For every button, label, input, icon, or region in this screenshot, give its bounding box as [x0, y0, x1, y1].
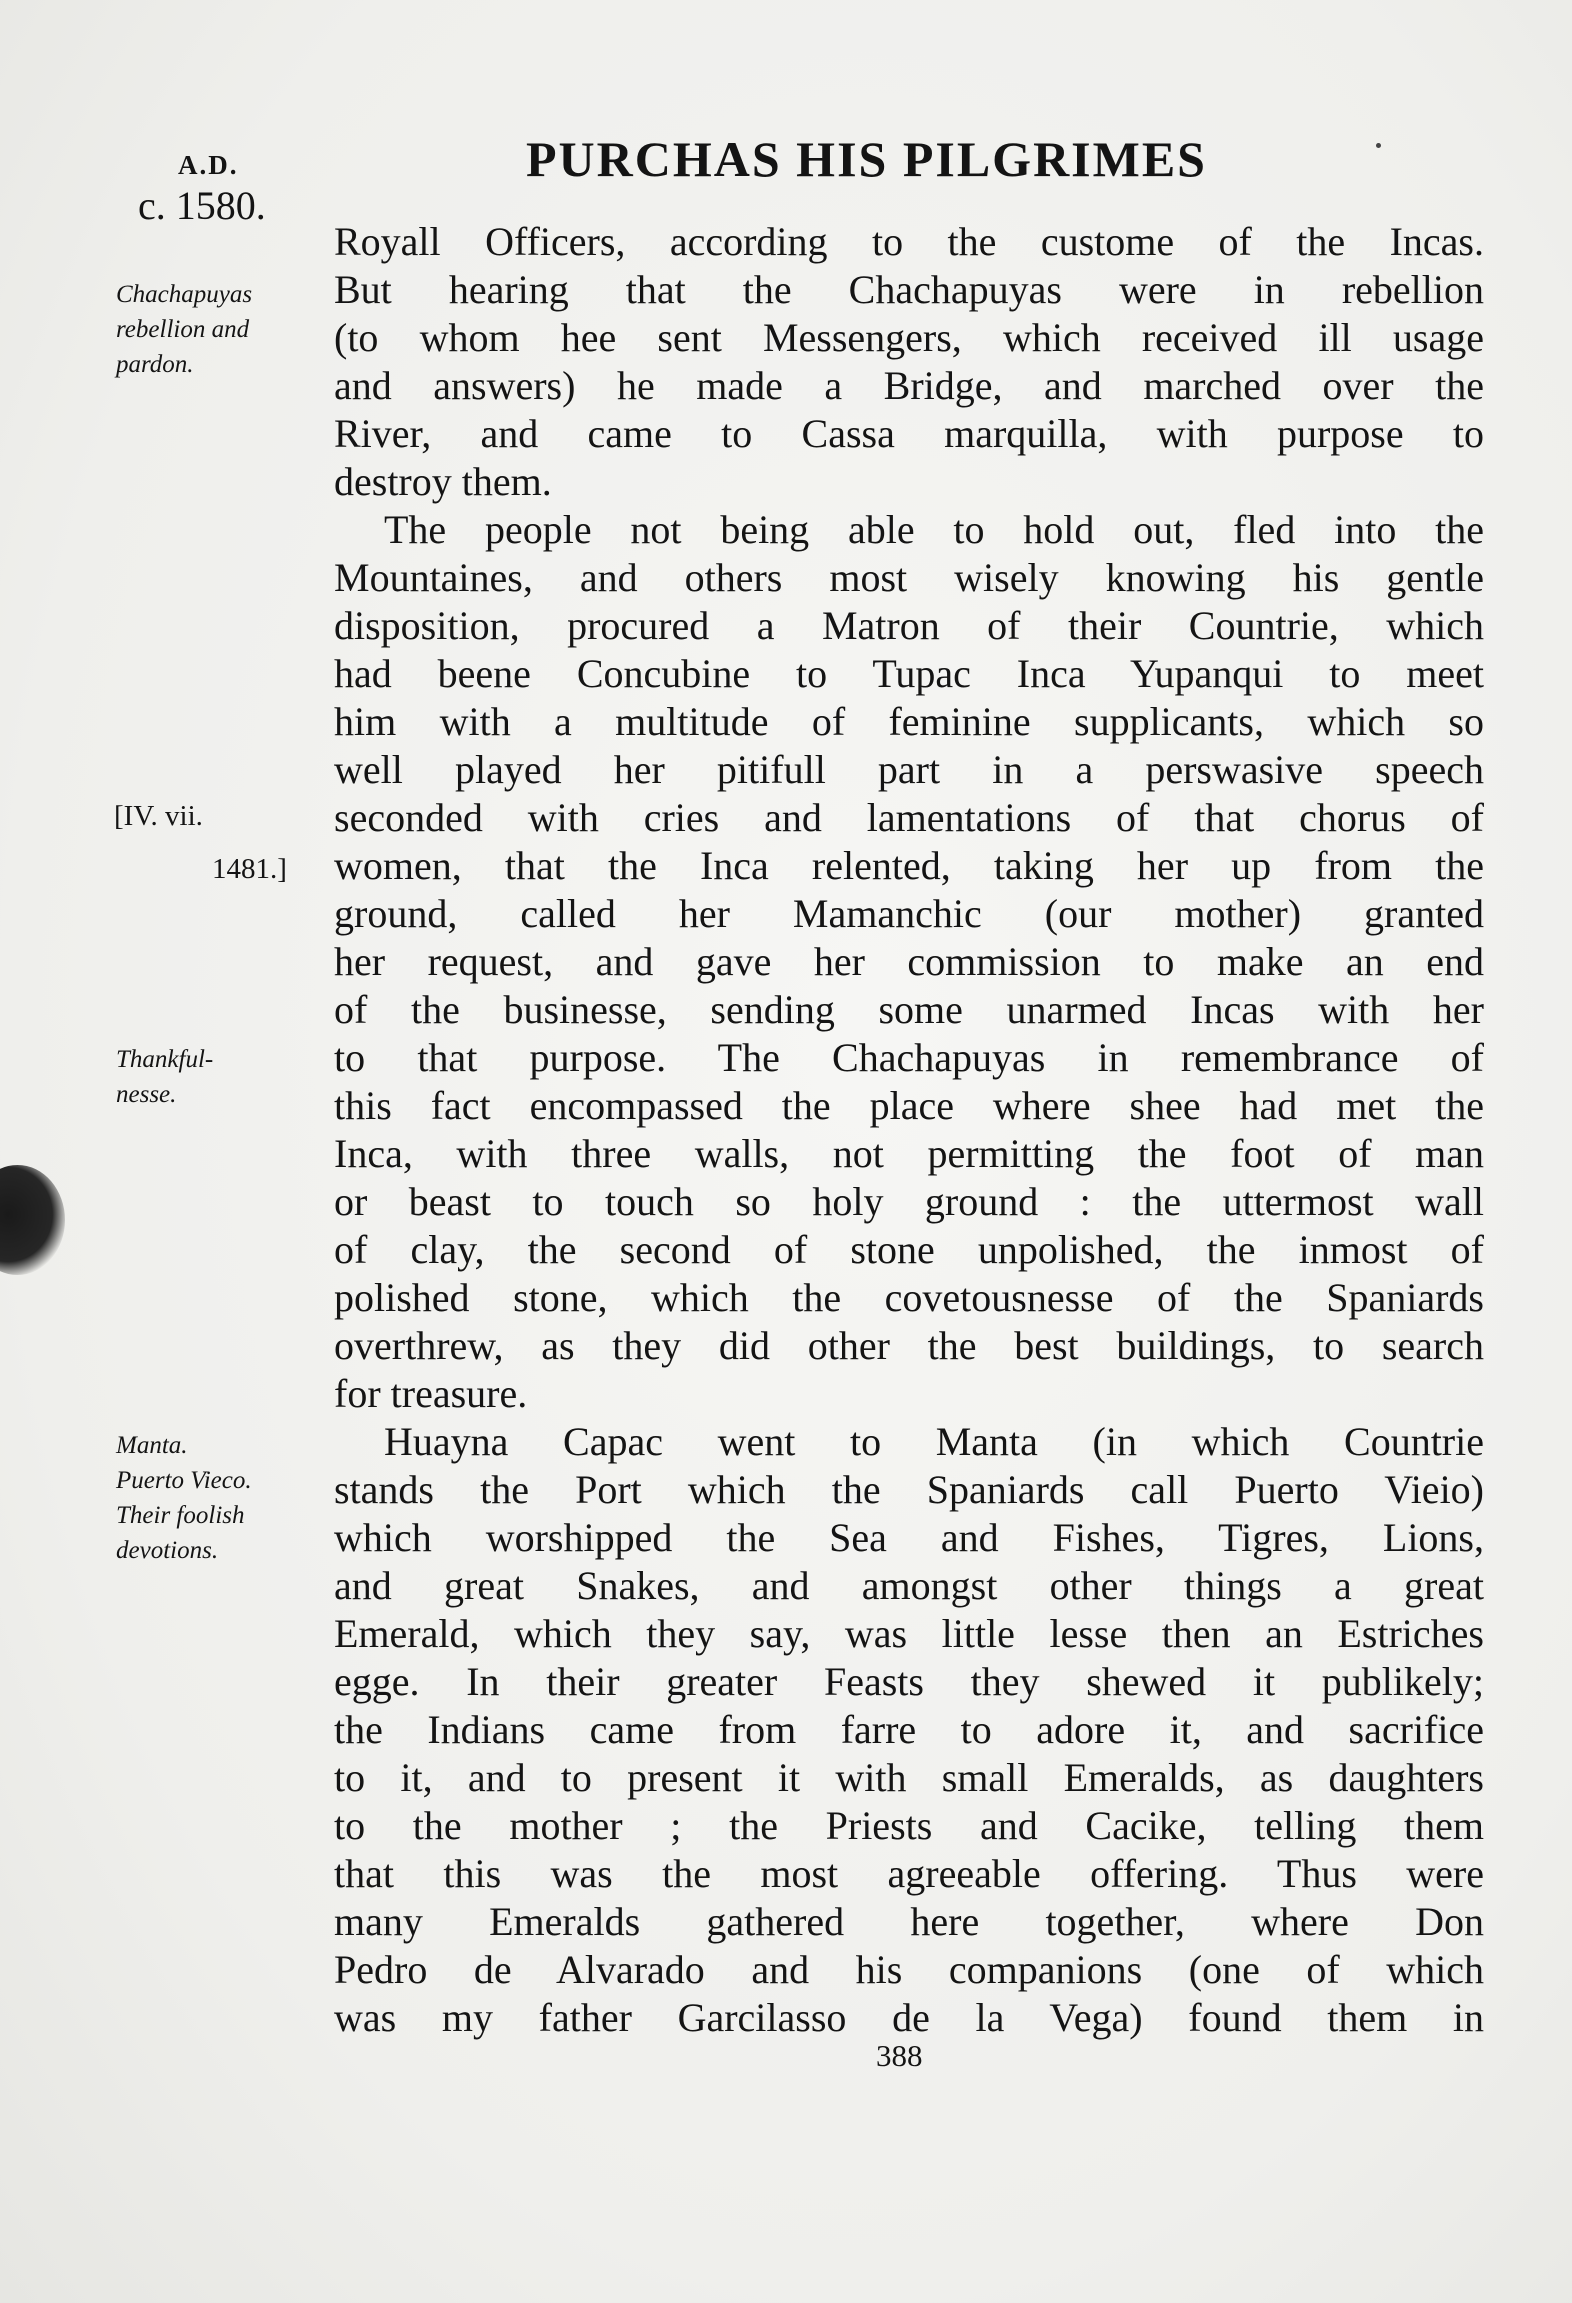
body-line: polished stone, which the covetousnesse of the Spaniards [334, 1275, 1484, 1320]
body-line: destroy them. [334, 459, 552, 504]
body-line: disposition, procured a Matron of their Countrie, which [334, 603, 1484, 648]
body-line: had beene Concubine to Tupac Inca Yupanqui to meet [334, 651, 1484, 696]
margin-note-chachapuyas [116, 277, 252, 382]
margin-note-line: devotions. [116, 1537, 219, 1564]
margin-note-line: Puerto Vieco. [116, 1467, 252, 1494]
body-line: many Emeralds gathered here together, where Don [334, 1899, 1484, 1944]
body-line: was my father Garcilasso de la Vega) found them in [334, 1995, 1484, 2040]
volume-ref-volume: [IV. vii. [114, 800, 203, 832]
body-line: which worshipped the Sea and Fishes, Tigres, Lions, [334, 1515, 1484, 1560]
body-line: Mountaines, and others most wisely knowing his gentle [334, 555, 1484, 600]
body-line: to the mother ; the Priests and Cacike, telling them [334, 1803, 1484, 1848]
body-line: Inca, with three walls, not permitting the foot of man [334, 1131, 1484, 1176]
body-line: him with a multitude of feminine supplicants, which so [334, 699, 1484, 744]
body-line: and answers) he made a Bridge, and marched over the [334, 363, 1484, 408]
body-line: well played her pitifull part in a perswasive speech [334, 747, 1484, 792]
body-line: Pedro de Alvarado and his companions (one of which [334, 1947, 1484, 1992]
body-line: this fact encompassed the place where shee had met the [334, 1083, 1484, 1128]
body-line: Royall Officers, according to the custome of the Incas. [334, 219, 1484, 264]
margin-note-line: Manta. [116, 1432, 188, 1459]
body-line: of clay, the second of stone unpolished, the inmost of [334, 1227, 1484, 1272]
body-text [334, 218, 1484, 2042]
volume-ref-page: 1481.] [212, 853, 287, 885]
margin-note-line: Thankful- [116, 1046, 214, 1073]
header-era: A.D. [178, 150, 239, 180]
page-number: 388 [876, 2038, 923, 2073]
margin-note-line: Their foolish [116, 1502, 245, 1529]
body-line: The people not being able to hold out, fled into the [384, 507, 1484, 552]
body-line: Huayna Capac went to Manta (in which Countrie [384, 1419, 1484, 1464]
body-line: the Indians came from farre to adore it, and sacrifice [334, 1707, 1484, 1752]
body-line: stands the Port which the Spaniards call Puerto Vieio) [334, 1467, 1484, 1512]
body-line: (to whom hee sent Messengers, which received ill usage [334, 315, 1484, 360]
body-line: River, and came to Cassa marquilla, with purpose to [334, 411, 1484, 456]
header-date: c. 1580. [138, 183, 266, 228]
margin-note-line: nesse. [116, 1081, 177, 1108]
body-line: of the businesse, sending some unarmed Incas with her [334, 987, 1484, 1032]
body-line: women, that the Inca relented, taking her up from the [334, 843, 1484, 888]
body-line: that this was the most agreeable offering. Thus were [334, 1851, 1484, 1896]
body-line: ground, called her Mamanchic (our mother) granted [334, 891, 1484, 936]
body-line: for treasure. [334, 1371, 528, 1416]
body-line: Emerald, which they say, was little lesse then an Estriches [334, 1611, 1484, 1656]
margin-note-thankfulnesse [116, 1042, 213, 1112]
margin-note-line: Chachapuyas [116, 281, 253, 308]
margin-note-line: rebellion and [116, 316, 250, 343]
margin-note-line: pardon. [116, 351, 194, 378]
body-line: to that purpose. The Chachapuyas in remembrance of [334, 1035, 1484, 1080]
body-line: to it, and to present it with small Emeralds, as daughters [334, 1755, 1484, 1800]
body-line: seconded with cries and lamentations of that chorus of [334, 795, 1484, 840]
body-line: her request, and gave her commission to make an end [334, 939, 1484, 984]
body-line: But hearing that the Chachapuyas were in rebellion [334, 267, 1484, 312]
body-line: and great Snakes, and amongst other things a great [334, 1563, 1484, 1608]
body-line: overthrew, as they did other the best buildings, to search [334, 1323, 1484, 1368]
body-line: egge. In their greater Feasts they shewed it publikely; [334, 1659, 1484, 1704]
margin-note-manta [116, 1428, 252, 1568]
header-speck [1376, 143, 1381, 148]
running-head-title: PURCHAS HIS PILGRIMES [526, 131, 1207, 187]
body-line: or beast to touch so holy ground : the uttermost wall [334, 1179, 1484, 1224]
